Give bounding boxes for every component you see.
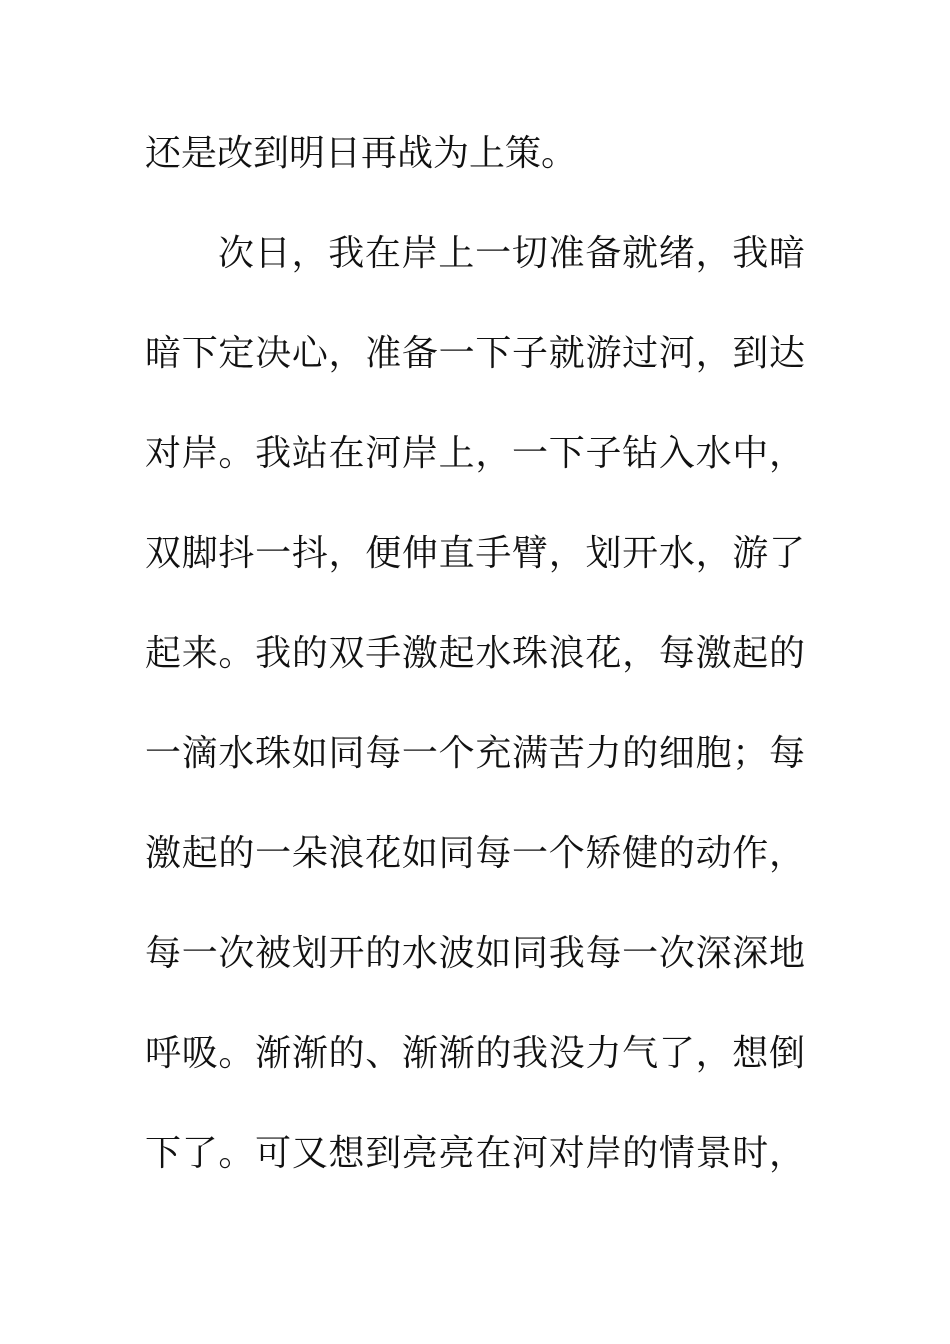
text-line: 激起的一朵浪花如同每一个矫健的动作， [145, 833, 805, 874]
text-line: 双脚抖一抖，便伸直手臂，划开水，游了 [145, 533, 805, 574]
text-line: 对岸。我站在河岸上，一下子钻入水中， [145, 433, 805, 474]
text-line: 下了。可又想到亮亮在河对岸的情景时， [145, 1133, 805, 1174]
text-line: 起来。我的双手激起水珠浪花，每激起的 [145, 633, 805, 674]
text-line: 次日，我在岸上一切准备就绪，我暗 [218, 233, 805, 274]
text-line: 暗下定决心，准备一下子就游过河，到达 [145, 333, 805, 374]
body-text [145, 126, 805, 1226]
text-line: 还是改到明日再战为上策。 [145, 133, 578, 174]
text-line: 一滴水珠如同每一个充满苦力的细胞；每 [145, 733, 805, 774]
text-line: 每一次被划开的水波如同我每一次深深地 [145, 933, 805, 974]
text-line: 呼吸。渐渐的、渐渐的我没力气了，想倒 [145, 1033, 805, 1074]
